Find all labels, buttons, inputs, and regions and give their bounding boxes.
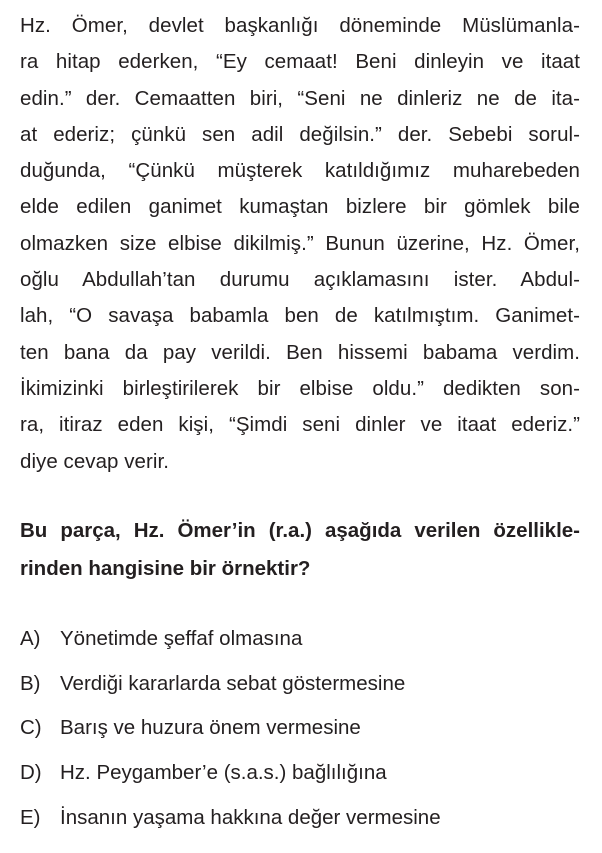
answer-options [20,617,580,840]
option-text: Verdiği kararlarda sebat göstermesine [60,671,406,695]
option-letter: C) [20,716,42,740]
passage-line: diye cevap verir. [20,449,169,473]
passage-text [20,8,580,480]
option-text: Hz. Peygamber’e (s.a.s.) bağlılığına [60,761,387,785]
option-text: Yönetimde şeffaf olmasına [60,627,303,651]
option-b[interactable] [20,662,580,707]
passage-line: ten bana da pay verildi. Ben hissemi babama verdim. [20,340,580,364]
passage-line: duğunda, “Çünkü müşterek katıldığımız muharebeden [20,159,580,183]
option-letter: E) [20,805,41,829]
option-d[interactable] [20,751,580,796]
passage-line: lah, “O savaşa babamla ben de katılmıştım. Ganimet- [20,304,580,328]
passage-line: İkimizinki birleştirilerek bir elbise oldu.” dedikten son- [20,376,580,400]
question-line: Bu parça, Hz. Ömer’in (r.a.) aşağıda verilen özellikle- [20,519,580,542]
passage-line: oğlu Abdullah’tan durumu açıklamasını ister. Abdul- [20,268,580,292]
option-letter: A) [20,627,41,651]
passage-line: edin.” der. Cemaatten biri, “Seni ne dinleriz ne de ita- [20,86,580,110]
option-c[interactable] [20,706,580,751]
passage-line: elde edilen ganimet kumaştan bizlere bir gömlek bile [20,195,580,219]
passage-line: Hz. Ömer, devlet başkanlığı döneminde Müslümanla- [20,14,580,37]
passage-line: at ederiz; çünkü sen adil değilsin.” der. Sebebi sorul- [20,122,580,146]
passage-line: ra hitap ederken, “Ey cemaat! Beni dinleyin ve itaat [20,50,580,74]
option-e[interactable] [20,795,580,840]
option-text: İnsanın yaşama hakkına değer vermesine [60,805,441,829]
option-text: Barış ve huzura önem vermesine [60,716,361,740]
question-stem [20,512,580,588]
passage-line: olmazken size elbise dikilmiş.” Bunun üzerine, Hz. Ömer, [20,231,580,255]
option-letter: B) [20,671,41,695]
option-letter: D) [20,761,42,785]
option-a[interactable] [20,617,580,662]
question-line: rinden hangisine bir örnektir? [20,557,311,580]
passage-line: ra, itiraz eden kişi, “Şimdi seni dinler ve itaat ederiz.” [20,413,580,437]
